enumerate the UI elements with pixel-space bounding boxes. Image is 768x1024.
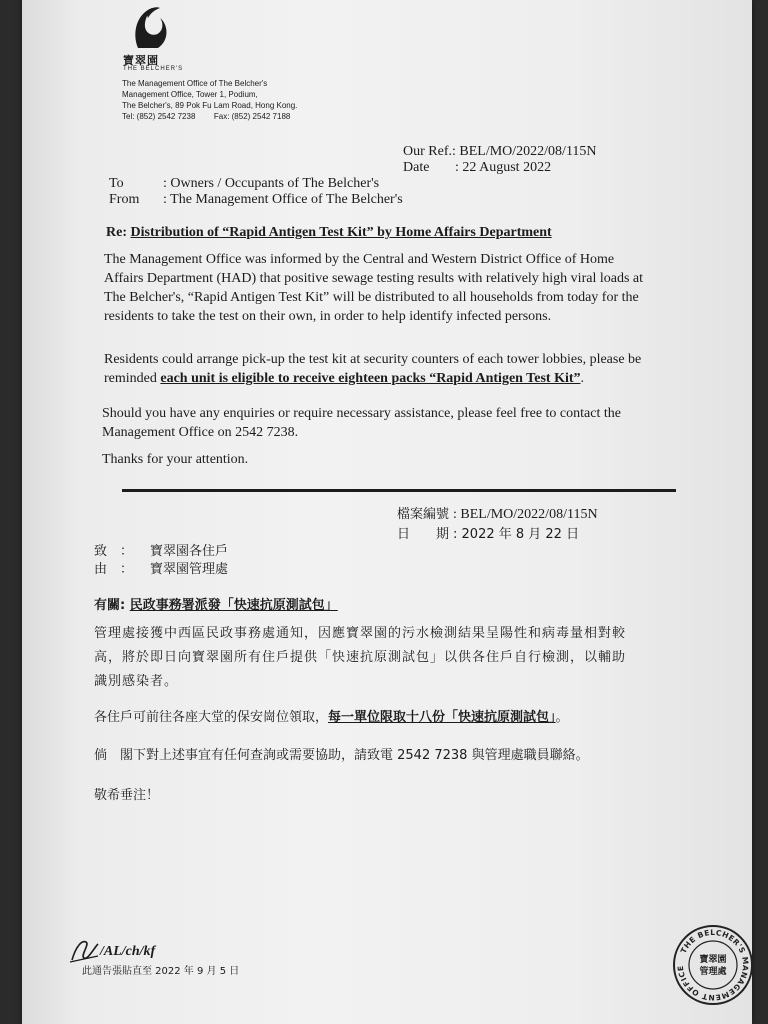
chinese-ref-line — [397, 503, 598, 523]
english-to-line — [109, 176, 379, 192]
cn-date-label: 日 期 — [397, 527, 450, 542]
tel-number: Tel: (852) 2542 7238 — [122, 112, 196, 121]
stamp-ring-text: THE BELCHER'S MANAGEMENT OFFICE — [675, 927, 751, 1003]
from-label: From — [109, 192, 140, 207]
cn-to-value: 寶翠園各住戶 — [150, 544, 229, 559]
logo-english-name: THE BELCHER'S — [123, 66, 184, 72]
re-label: Re: — [106, 225, 127, 240]
stamp-center-line-2: 管理處 — [699, 967, 727, 977]
english-from-line — [109, 192, 403, 208]
contact-line — [122, 111, 297, 122]
handwritten-initial-signature — [68, 936, 102, 964]
management-office-stamp-icon — [672, 924, 754, 1006]
english-paragraph-3: Should you have any enquiries or require necessary assistance, please feel free to contact the Management Office on 2542 7238. — [102, 406, 621, 440]
section-divider — [122, 489, 676, 492]
english-date-line — [403, 160, 551, 176]
re-title: Distribution of “Rapid Antigen Test Kit” by Home Affairs Department — [130, 225, 552, 240]
chinese-paragraph-3: 倘 閣下對上述事宜有任何查詢或需要協助，請致電 2542 7238 與管理處職員聯絡。 — [94, 748, 589, 763]
address-line-3: The Belcher's, 89 Pok Fu Lam Road, Hong Kong. — [122, 101, 298, 110]
to-label: To — [109, 176, 124, 191]
ref-label: Our Ref.: — [403, 144, 456, 159]
chinese-to-line — [94, 540, 228, 559]
cn-ref-value: : BEL/MO/2022/08/115N — [453, 507, 598, 522]
cn-p2-end: 。 — [555, 710, 569, 725]
cn-p2-intro: 各住戶可前往各座大堂的保安崗位領取， — [94, 710, 329, 725]
reference-initials: /AL/ch/kf — [100, 944, 156, 959]
to-value: : Owners / Occupants of The Belcher's — [163, 176, 380, 191]
cn-to-label: 致 ： — [94, 544, 134, 559]
cn-p2-eligibility: 每一單位限取十八份「快速抗原測試包」 — [328, 710, 556, 725]
stamp-center-line-1: 寶翠園 — [699, 955, 727, 965]
posting-period-note: 此通告張貼直至 2022 年 9 月 5 日 — [82, 966, 240, 977]
chinese-date-line — [397, 523, 579, 543]
address-line-1: The Management Office of The Belcher's — [122, 79, 268, 88]
fax-number: Fax: (852) 2542 7188 — [213, 112, 291, 121]
address-line-2: Management Office, Tower 1, Podium, — [122, 90, 258, 99]
cn-date-value: : 2022 年 8 月 22 日 — [453, 527, 580, 542]
cn-ref-label: 檔案編號 — [397, 507, 450, 522]
office-address — [122, 78, 297, 122]
date-label: Date — [403, 160, 430, 175]
cn-from-label: 由 ： — [94, 562, 134, 577]
p2-eligibility: each unit is eligible to receive eighteen packs “Rapid Antigen Test Kit” — [160, 371, 581, 386]
cn-re-title: 民政事務署派發「快速抗原測試包」 — [129, 598, 338, 613]
cn-re-label: 有關: — [94, 598, 126, 613]
p2-intro: Residents could arrange pick-up the test kit at security counters of each tower lobbies, please be reminded — [104, 352, 642, 386]
english-ref-line — [403, 144, 597, 160]
p2-end: . — [580, 371, 585, 386]
chinese-paragraph-4: 敬希垂注！ — [94, 788, 160, 803]
chinese-paragraph-2 — [94, 706, 674, 730]
english-paragraph-4: Thanks for your attention. — [102, 452, 249, 467]
chinese-from-line — [94, 558, 228, 577]
chinese-paragraph-1: 管理處接獲中西區民政事務處通知，因應寶翠園的污水檢測結果呈陽性和病毒量相對較高，將於即日向寶翠園所有住戶提供「快速抗原測試包」以供各住戶自行檢測，以輔助識別感染者。 — [94, 626, 627, 689]
ref-value: BEL/MO/2022/08/115N — [459, 144, 597, 159]
from-value: : The Management Office of The Belcher's — [163, 192, 403, 207]
notice-sheet — [22, 0, 752, 1024]
cn-from-value: 寶翠園管理處 — [150, 562, 229, 577]
english-paragraph-1: The Management Office was informed by the Central and Western District Office of Home Affairs Department (HAD) that positive sewage testing results with relatively high viral loads at The Belcher's, “Rapid Antigen Test Kit” will be distributed to all households from today for the residents to take the test on their own, in order to help identify infected persons. — [104, 252, 643, 324]
belchers-logo-icon — [130, 4, 170, 52]
english-subject-line — [106, 225, 552, 241]
logo-chinese-name: 寶翠園 — [123, 55, 159, 67]
svg-text:THE BELCHER'S MANAGEMENT OFFIC — [676, 928, 750, 1002]
english-paragraph-2 — [104, 350, 654, 388]
date-value: : 22 August 2022 — [455, 160, 552, 175]
chinese-subject-line — [94, 594, 338, 613]
